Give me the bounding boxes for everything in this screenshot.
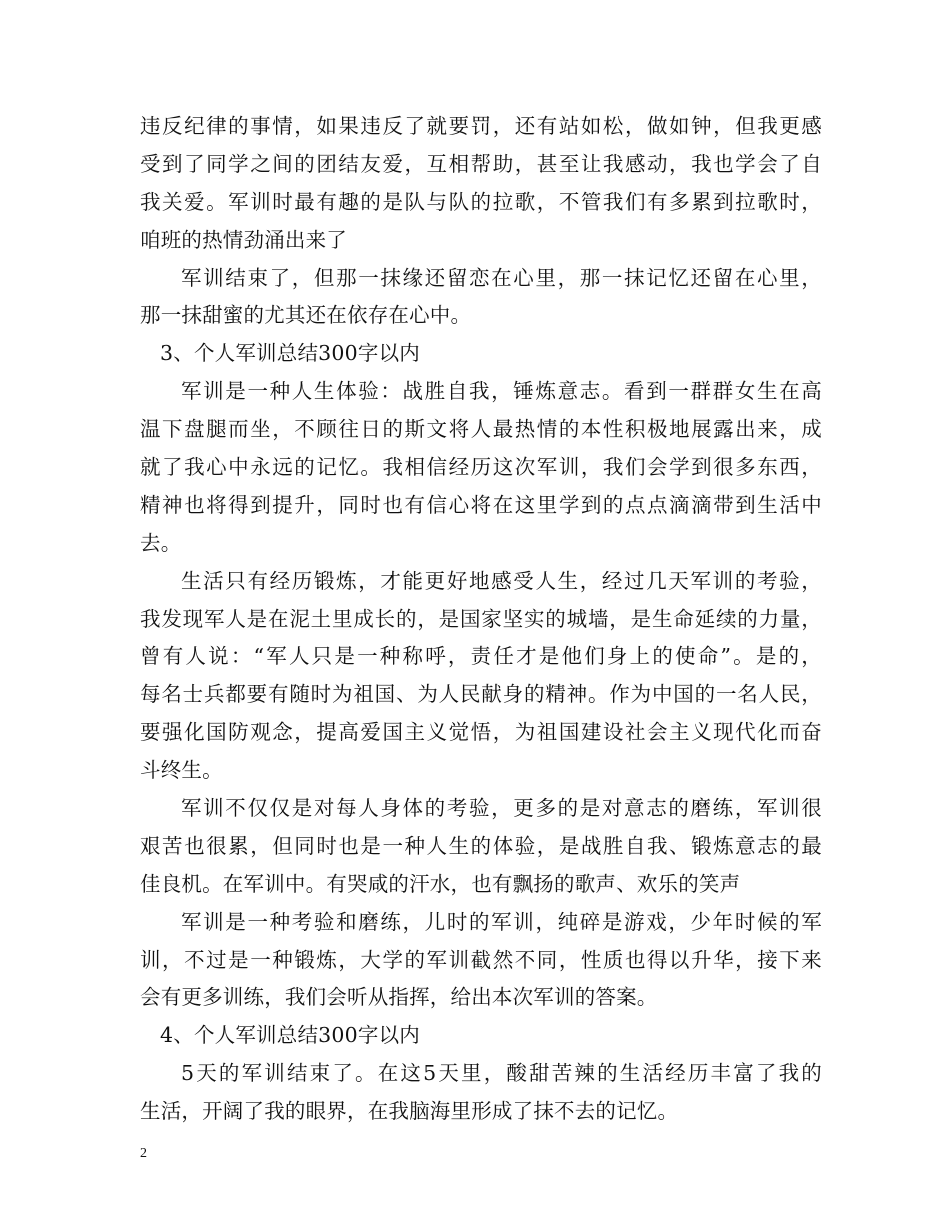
text-line: 要强化国防观念，提高爱国主义觉悟，为祖国建设社会主义现代化而奋: [140, 720, 822, 745]
text-line: 5天的军训结束了。在这5天里，酸甜苦辣的生活经历丰富了我的: [181, 1061, 822, 1086]
text-line: 斗终生。: [140, 758, 223, 783]
text-line: 会有更多训练，我们会听从指挥，给出本次军训的答案。: [140, 985, 658, 1010]
text-line: 那一抹甜蜜的尤其还在依存在心中。: [140, 303, 472, 328]
text-line: 生活，开阔了我的眼界，在我脑海里形成了抹不去的记忆。: [140, 1099, 679, 1124]
text-line: 受到了同学之间的团结友爱，互相帮助，甚至让我感动，我也学会了自: [140, 151, 822, 176]
text-line: 军训是一种考验和磨练，儿时的军训，纯碎是游戏，少年时候的军: [181, 909, 822, 934]
section-heading: 4、个人军训总结300字以内: [160, 1023, 420, 1048]
text-line: 我关爱。军训时最有趣的是队与队的拉歌，不管我们有多累到拉歌时，: [140, 189, 822, 214]
section-heading: 3、个人军训总结300字以内: [160, 341, 420, 366]
text-line: 曾有人说：“军人只是一种称呼，责任才是他们身上的使命”。是的，: [140, 644, 822, 669]
text-line: 军训是一种人生体验：战胜自我，锤炼意志。看到一群群女生在高: [181, 379, 822, 404]
document-body: [140, 108, 822, 1131]
text-line: 我发现军人是在泥土里成长的，是国家坚实的城墙，是生命延续的力量，: [140, 606, 822, 631]
text-line: 温下盘腿而坐，不顾往日的斯文将人最热情的本性积极地展露出来，成: [140, 417, 822, 442]
text-line: 违反纪律的事情，如果违反了就要罚，还有站如松，做如钟，但我更感: [140, 114, 822, 138]
text-line: 咱班的热情劲涌出来了: [140, 227, 347, 252]
text-line: 每名士兵都要有随时为祖国、为人民献身的精神。作为中国的一名人民，: [140, 682, 822, 707]
text-line: 精神也将得到提升，同时也有信心将在这里学到的点点滴滴带到生活中: [140, 492, 822, 517]
text-line: 生活只有经历锻炼，才能更好地感受人生，经过几天军训的考验，: [181, 568, 822, 593]
text-line: 佳良机。在军训中。有哭咸的汗水，也有飘扬的歌声、欢乐的笑声: [140, 871, 741, 896]
page-number: 2: [140, 1146, 147, 1161]
text-line: 军训不仅仅是对每人身体的考验，更多的是对意志的磨练，军训很: [181, 796, 822, 821]
text-line: 军训结束了，但那一抹缘还留恋在心里，那一抹记忆还留在心里，: [181, 265, 822, 290]
text-line: 就了我心中永远的记忆。我相信经历这次军训，我们会学到很多东西，: [140, 455, 822, 480]
text-line: 去。: [140, 530, 182, 555]
text-line: 艰苦也很累，但同时也是一种人生的体验，是战胜自我、锻炼意志的最: [140, 833, 822, 858]
text-line: 训，不过是一种锻炼，大学的军训截然不同，性质也得以升华，接下来: [140, 947, 822, 972]
